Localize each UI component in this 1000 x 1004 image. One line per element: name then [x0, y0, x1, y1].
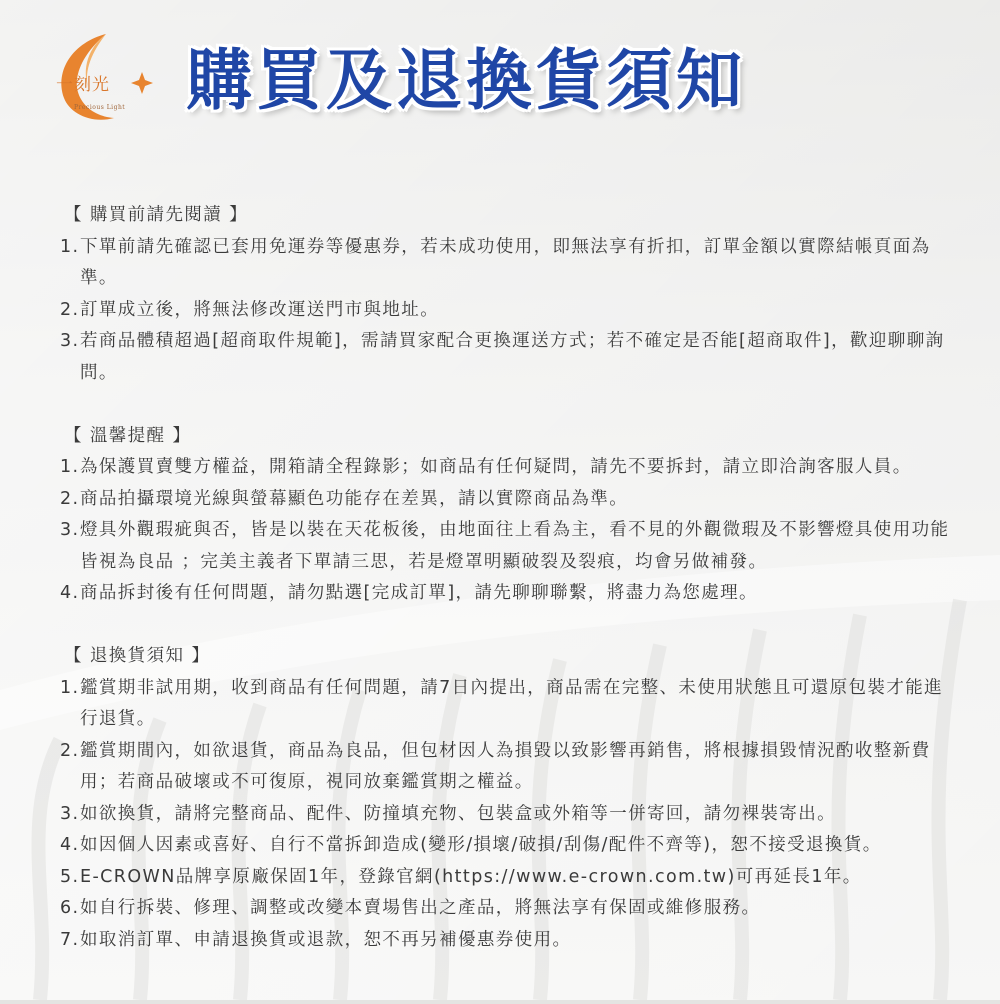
list-item [60, 799, 960, 831]
section-heading: 【 溫馨提醒 】 [64, 425, 192, 446]
item-number: 2. [60, 299, 80, 320]
item-number: 7. [60, 929, 80, 950]
item-number: 6. [60, 898, 80, 918]
list-item [60, 673, 960, 736]
item-text: 如自行拆裝、修理、調整或改變本賣場售出之產品，將無法享有保固或維修服務。 [80, 898, 761, 918]
list-item [60, 925, 960, 957]
list-item [60, 830, 960, 862]
item-number: 2. [60, 740, 80, 761]
item-text: 若商品體積超過[超商取件規範]，需請買家配合更換運送方式；若不確定是否能[超商取件]，歡迎聊聊詢問。 [80, 331, 945, 383]
item-number: 1. [60, 457, 80, 477]
list-item [60, 295, 960, 327]
list-item [60, 515, 960, 578]
section-friendly-reminder [60, 421, 960, 610]
list-item [60, 484, 960, 516]
list-item [60, 862, 960, 894]
brand-logo-subtext: Precious Light [74, 104, 126, 111]
item-number: 4. [60, 583, 80, 603]
item-number: 3. [60, 331, 80, 351]
item-text: 商品拆封後有任何問題，請勿點選[完成訂單]，請先聊聊聯繫，將盡力為您處理。 [80, 583, 758, 603]
list-item [60, 452, 960, 484]
section-heading: 【 購買前請先閱讀 】 [64, 205, 249, 225]
list-item [60, 326, 960, 389]
section-heading: 【 退換貨須知 】 [64, 646, 211, 666]
item-number: 4. [60, 835, 80, 855]
section-return-exchange [60, 641, 960, 956]
item-text: 訂單成立後，將無法修改運送門市與地址。 [80, 299, 440, 320]
item-text: 下單前請先確認已套用免運券等優惠券，若未成功使用，即無法享有折扣，訂單金額以實際結帳頁面為準。 [80, 236, 931, 288]
notice-content [60, 200, 960, 988]
list-item [60, 578, 960, 610]
page-title: 購買及退換貨須知 [186, 42, 746, 119]
item-number: 2. [60, 488, 80, 509]
list-item [60, 232, 960, 295]
item-text: 為保護買賣雙方權益，開箱請全程錄影；如商品有任何疑問，請先不要拆封，請立即洽詢客服人員。 [80, 457, 912, 477]
item-text: E-CROWN品牌享原廠保固1年，登錄官網(https://www.e-crown.com.tw)可再延長1年。 [80, 866, 862, 887]
item-text: 如取消訂單、申請退換貨或退款，恕不再另補優惠券使用。 [80, 929, 572, 950]
section-before-purchase [60, 200, 960, 389]
item-number: 1. [60, 236, 80, 257]
item-text: 如欲換貨，請將完整商品、配件、防撞填充物、包裝盒或外箱等一併寄回，請勿裸裝寄出。 [80, 803, 836, 824]
brand-logo-text: 一刻光 [56, 75, 110, 95]
item-text: 商品拍攝環境光線與螢幕顯色功能存在差異，請以實際商品為準。 [80, 488, 629, 509]
item-number: 3. [60, 803, 80, 824]
item-text: 如因個人因素或喜好、自行不當拆卸造成(變形/損壞/破損/刮傷/配件不齊等)，恕不接受退換貨。 [80, 835, 882, 855]
item-number: 5. [60, 866, 80, 887]
list-item [60, 893, 960, 925]
item-number: 1. [60, 677, 80, 698]
list-item [60, 736, 960, 799]
brand-logo [44, 30, 164, 125]
item-text: 鑑賞期間內，如欲退貨，商品為良品，但包材因人為損毀以致影響再銷售，將根據損毀情況酌收整新費用；若商品破壞或不可復原，視同放棄鑑賞期之權益。 [80, 740, 931, 792]
item-text: 燈具外觀瑕疵與否，皆是以裝在天花板後，由地面往上看為主，看不見的外觀微瑕及不影響燈具使用功能皆視為良品 ；完美主義者下單請三思，若是燈罩明顯破裂及裂痕，均會另做補發。 [80, 520, 950, 572]
item-number: 3. [60, 520, 80, 540]
item-text: 鑑賞期非試用期，收到商品有任何問題，請7日內提出，商品需在完整、未使用狀態且可還原包裝才能進行退貨。 [80, 677, 944, 729]
